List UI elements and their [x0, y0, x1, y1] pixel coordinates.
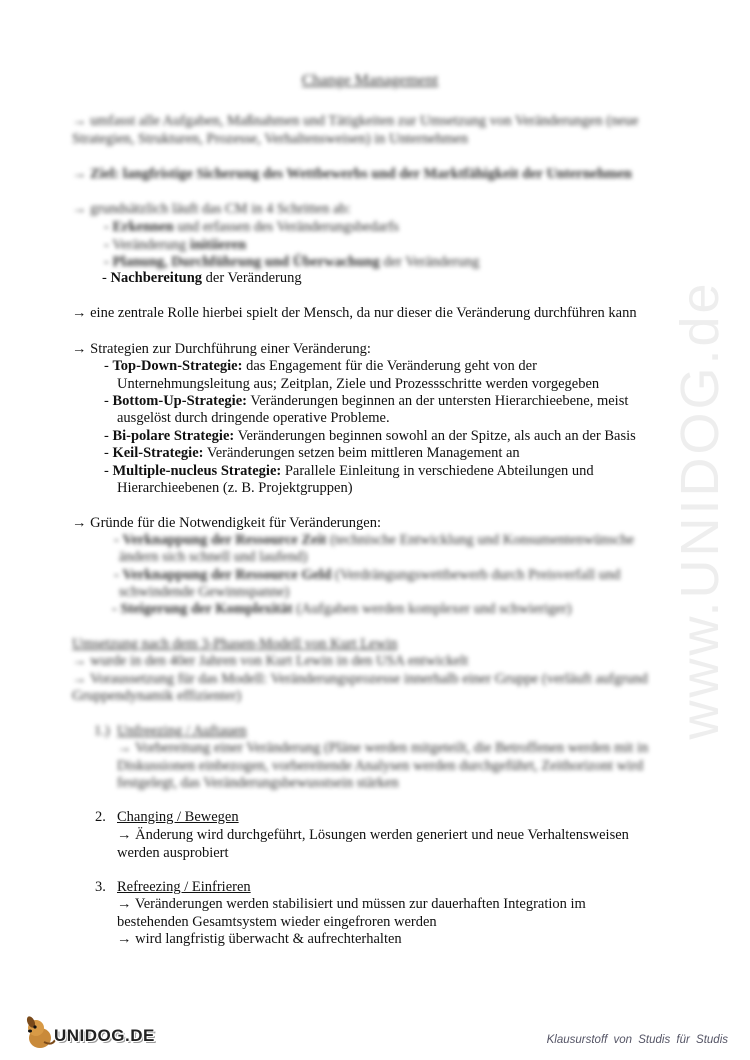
goal-line: → Ziel: langfristige Sicherung des Wettbewerbs und der Marktfähigkeit der Unternehmen: [72, 166, 632, 182]
step-item-4: - Nachbereitung der Veränderung: [102, 270, 302, 286]
lewin-heading: Umsetzung nach dem 3-Phasen-Modell von Kurt Lewin: [72, 636, 398, 652]
phase-2-number: 2.: [95, 809, 106, 825]
reason-time: - Verknappung der Ressource Zeit (technische Entwicklung und Konsumentenwünsche: [114, 532, 635, 548]
lewin-line-1: → wurde in den 40er Jahren von Kurt Lewin in den USA entwickelt: [72, 653, 469, 669]
phase-3-line-1: → Veränderungen werden stabilisiert und müssen zur dauerhaften Integration im: [117, 896, 586, 912]
strategy-bi-polar: - Bi-polare Strategie: Veränderungen beginnen sowohl an der Spitze, als auch an der Basis: [104, 428, 636, 444]
phase-1-line-1: → Vorbereitung einer Veränderung (Pläne werden mitgeteilt, die Betroffenen werden mit in: [117, 740, 649, 756]
strategy-bottom-up: - Bottom-Up-Strategie: Veränderungen beginnen an der untersten Hierarchieebene, meist: [104, 393, 629, 409]
phase-3-title: Refreezing / Einfrieren: [117, 879, 251, 895]
intro-line-2: Strategien, Strukturen, Prozesse, Verhaltensweisen) in Unternehmen: [72, 131, 468, 147]
step-item-1: - Erkennen und erfassen des Veränderungsbedarfs: [104, 219, 399, 235]
strategy-keil: - Keil-Strategie: Veränderungen setzen beim mittleren Management an: [104, 445, 520, 461]
phase-1-line-3: festgelegt, das Veränderungsbewusstsein stärken: [117, 775, 399, 791]
page-title: Change Management: [301, 72, 439, 89]
phase-1-number: 1.): [94, 723, 110, 739]
phase-3-number: 3.: [95, 879, 106, 895]
reasons-intro: → Gründe für die Notwendigkeit für Veränderungen:: [72, 515, 381, 531]
unidog-logo: [22, 1012, 162, 1052]
phase-3-line-2: bestehenden Gesamtsystem wieder eingefroren werden: [117, 914, 437, 930]
phase-1-line-2: Diskussionen einbezogen, vorbereitende Analysen werden durchgeführt, Zeithorizont wird: [117, 758, 644, 774]
strategy-top-down-cont: Unternehmungsleitung aus; Zeitplan, Ziele und Prozessschritte werden vorgegeben: [117, 376, 600, 392]
strategy-bottom-up-cont: ausgelöst durch dringende operative Probleme.: [117, 410, 390, 426]
phase-2-title: Changing / Bewegen: [117, 809, 239, 825]
strategy-multiple-nucleus-cont: Hierarchieebenen (z. B. Projektgruppen): [117, 480, 353, 496]
strategy-multiple-nucleus: - Multiple-nucleus Strategie: Parallele Einleitung in verschiedene Abteilungen und: [104, 463, 594, 479]
reason-money: - Verknappung der Ressource Geld (Verdrängungswettbewerb durch Preisverfall und: [114, 567, 621, 583]
lewin-line-3: Gruppendynamik effizienter): [72, 688, 242, 704]
footer-tagline: Klausurstoff von Studis für Studis: [546, 1034, 728, 1046]
logo-text: UNIDOG.DE: [54, 1026, 155, 1045]
step-item-2: - Veränderung initiieren: [104, 237, 247, 253]
strategies-intro: → Strategien zur Durchführung einer Veränderung:: [72, 341, 371, 357]
strategy-top-down: - Top-Down-Strategie: das Engagement für die Veränderung geht von der: [104, 358, 537, 374]
intro-line-1: → umfasst alle Aufgaben, Maßnahmen und Tätigkeiten zur Umsetzung von Veränderungen (neue: [72, 113, 639, 129]
human-role-line: → eine zentrale Rolle hierbei spielt der Mensch, da nur dieser die Veränderung durchführen kann: [72, 305, 637, 321]
reason-time-cont: ändern sich schnell und laufend): [119, 549, 308, 565]
lewin-line-2: → Voraussetzung für das Modell: Veränderungsprozesse innerhalb einer Gruppe (verläuft aufgrund: [72, 671, 648, 687]
phase-2-line-2: werden ausprobiert: [117, 845, 229, 861]
phase-1-title: Unfreezing / Auftauen: [117, 723, 247, 739]
reason-money-cont: schwindende Gewinnspanne): [119, 584, 290, 600]
phase-2-line-1: → Änderung wird durchgeführt, Lösungen werden generiert und neue Verhaltensweisen: [117, 827, 629, 843]
reason-complexity: - Steigerung der Komplexität (Aufgaben werden komplexer und schwieriger): [112, 601, 572, 617]
phase-3-line-3: → wird langfristig überwacht & aufrechterhalten: [117, 931, 402, 947]
step-item-3: - Planung, Durchführung und Überwachung der Veränderung: [104, 254, 480, 270]
steps-intro: → grundsätzlich läuft das CM in 4 Schritten ab:: [72, 201, 351, 217]
watermark: www.UNIDOG.de: [670, 280, 730, 740]
